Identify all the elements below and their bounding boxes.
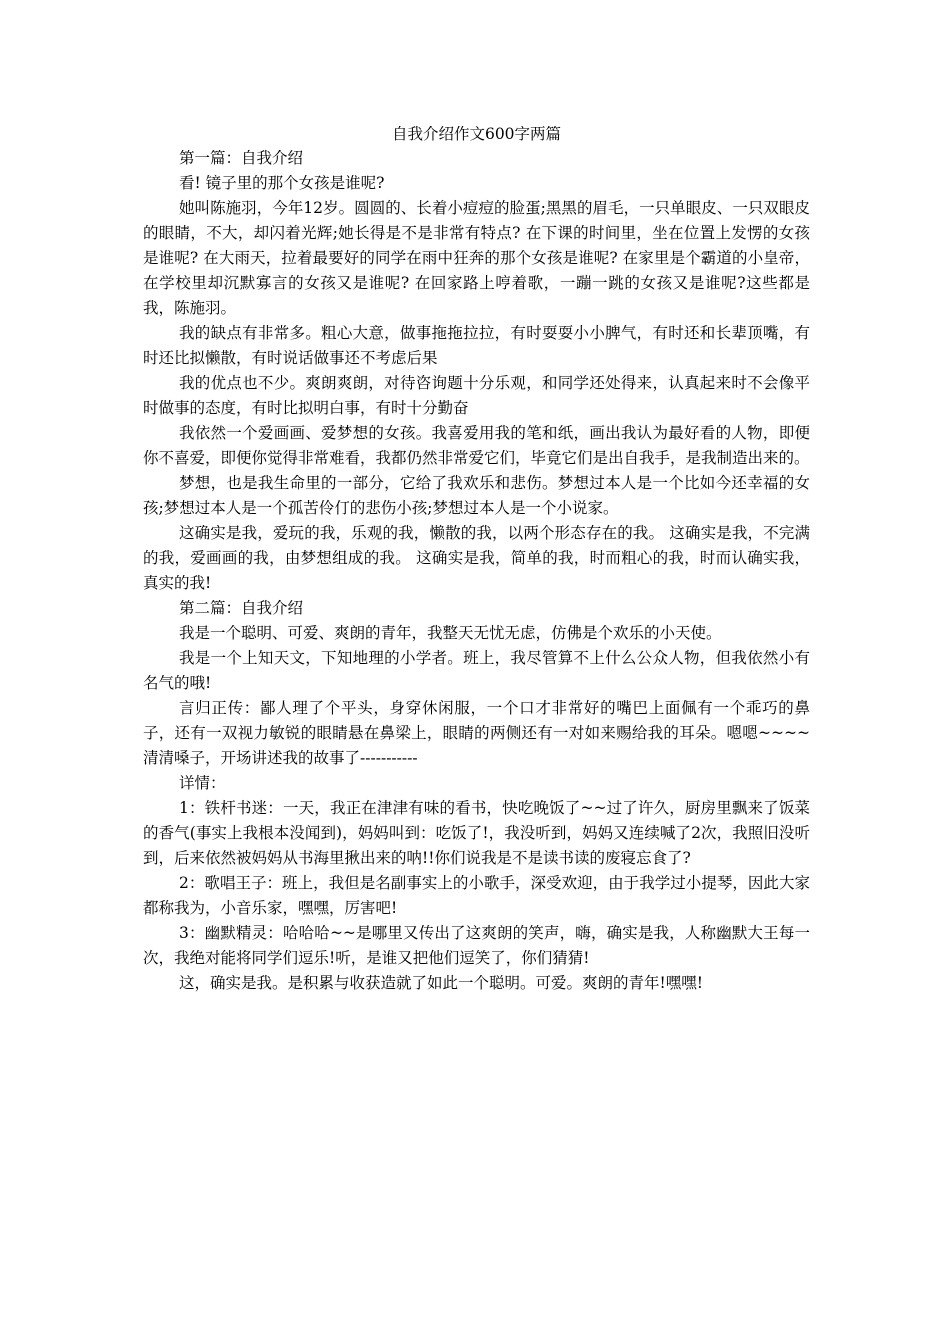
list-item: 1：铁杆书迷：一天，我正在津津有味的看书，快吃晚饭了~~过了许久，厨房里飘来了饭菜的香气(事实上我根本没闻到)，妈妈叫到：吃饭了!，我没听到，妈妈又连续喊了2次，我照旧没听到，后来依然被妈妈从书海里揪出来的呐!!你们说我是不是读书读的废寝忘食了? <box>143 799 810 867</box>
paragraph: 看! 镜子里的那个女孩是谁呢? <box>179 174 385 192</box>
section-heading-2: 第二篇：自我介绍 <box>179 599 304 617</box>
paragraph: 详情： <box>179 774 226 792</box>
paragraph: 这确实是我，爱玩的我，乐观的我，懒散的我，以两个形态存在的我。 这确实是我，不完满的我，爱画画的我，由梦想组成的我。 这确实是我，简单的我，时而粗心的我，时而认确实我，真实的我! <box>143 524 810 592</box>
paragraph: 梦想，也是我生命里的一部分，它给了我欢乐和悲伤。梦想过本人是一个比如今还幸福的女孩;梦想过本人是一个孤苦伶仃的悲伤小孩;梦想过本人是一个小说家。 <box>143 474 810 517</box>
paragraph: 我的优点也不少。爽朗爽朗，对待咨询题十分乐观，和同学还处得来，认真起来时不会像平时做事的态度，有时比拟明白事，有时十分勤奋 <box>143 374 810 417</box>
paragraph: 我依然一个爱画画、爱梦想的女孩。我喜爱用我的笔和纸，画出我认为最好看的人物，即便你不喜爱，即便你觉得非常难看，我都仍然非常爱它们，毕竟它们是出自我手，是我制造出来的。 <box>143 424 810 467</box>
document-title: 自我介绍作文600字两篇 <box>391 125 562 143</box>
paragraph: 我是一个聪明、可爱、爽朗的青年，我整天无忧无虑，仿佛是个欢乐的小天使。 <box>179 624 722 642</box>
paragraph: 言归正传：鄙人理了个平头，身穿休闲服，一个口才非常好的嘴巴上面佩有一个乖巧的鼻子，还有一双视力敏锐的眼睛悬在鼻梁上，眼睛的两侧还有一对如来赐给我的耳朵。嗯嗯~~~~清清嗓子，开场讲述我的故事了----------- <box>143 699 810 767</box>
paragraph: 这，确实是我。是积累与收获造就了如此一个聪明。可爱。爽朗的青年!嘿嘿! <box>179 974 703 992</box>
paragraph: 我是一个上知天文，下知地理的小学者。班上，我尽管算不上什么公众人物，但我依然小有名气的哦! <box>143 649 810 692</box>
document-page <box>143 122 810 996</box>
paragraph: 她叫陈施羽，今年12岁。圆圆的、长着小痘痘的脸蛋;黑黑的眉毛，一只单眼皮、一只双眼皮的眼睛，不大，却闪着光辉;她长得是不是非常有特点? 在下课的时间里，坐在位置上发愣的女孩是谁呢? 在大雨天，拉着最要好的同学在雨中狂奔的那个女孩是谁呢? 在家里是个霸道的小皇帝，在学校里却沉默寡言的女孩又是谁呢? 在回家路上哼着歌，一蹦一跳的女孩又是谁呢?这些都是我，陈施羽。 <box>143 199 810 317</box>
section-heading-1: 第一篇：自我介绍 <box>179 149 304 167</box>
paragraph: 我的缺点有非常多。粗心大意，做事拖拖拉拉，有时耍耍小小脾气，有时还和长辈顶嘴，有时还比拟懒散，有时说话做事还不考虑后果 <box>143 324 810 367</box>
list-item: 3：幽默精灵：哈哈哈~~是哪里又传出了这爽朗的笑声，嗨，确实是我，人称幽默大王每一次，我绝对能将同学们逗乐!听，是谁又把他们逗笑了，你们猜猜! <box>143 924 810 967</box>
list-item: 2：歌唱王子：班上，我但是名副事实上的小歌手，深受欢迎，由于我学过小提琴，因此大家都称我为，小音乐家，嘿嘿，厉害吧! <box>143 874 810 917</box>
